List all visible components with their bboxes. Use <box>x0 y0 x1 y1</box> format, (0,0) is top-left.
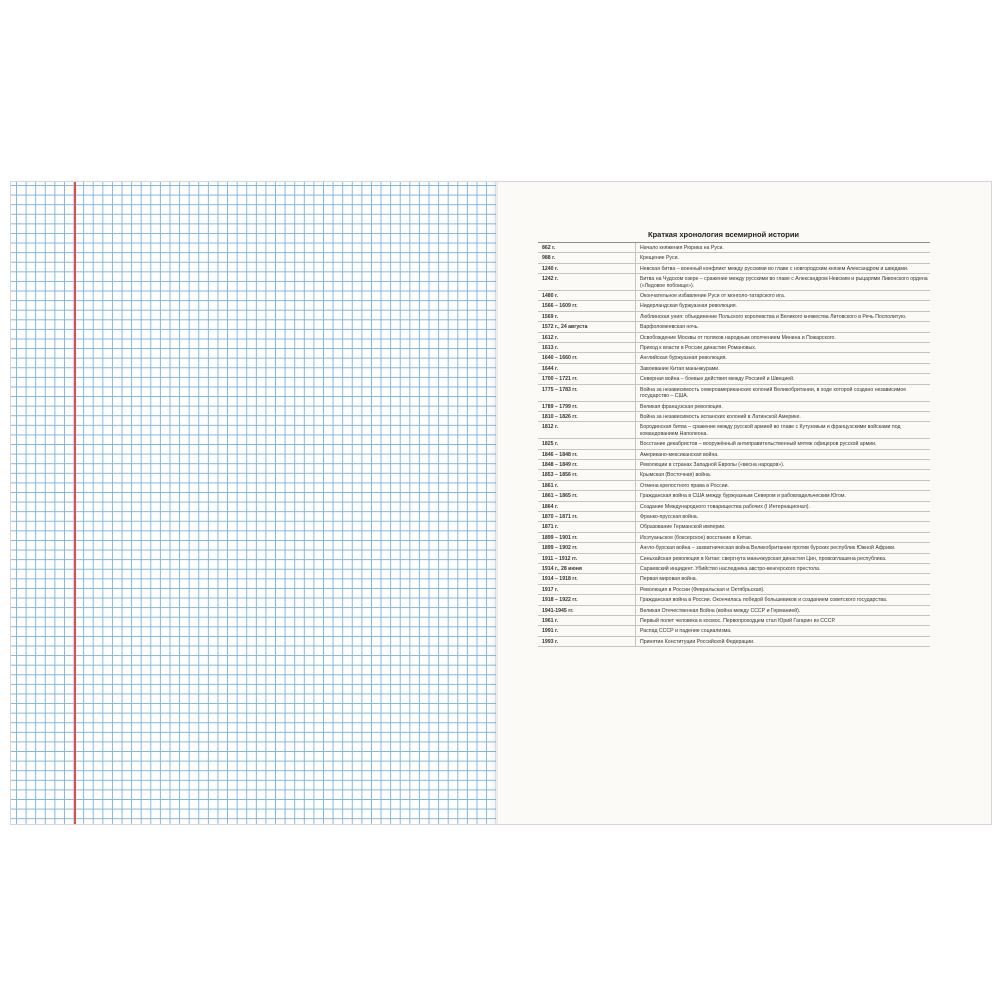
table-row <box>538 522 930 532</box>
row-date: 1861 г. <box>538 481 636 490</box>
table-row <box>538 616 930 626</box>
table-row <box>538 460 930 470</box>
table-row <box>538 385 930 402</box>
chronology-title: Краткая хронология всемирной истории <box>648 230 800 239</box>
row-date: 1644 г. <box>538 364 636 373</box>
row-date: 1242 г. <box>538 274 636 290</box>
row-date: 1899 – 1902 гг. <box>538 543 636 552</box>
row-event: Гражданская война в России. Окончилась победой большевиков и созданием советского государства. <box>640 597 888 604</box>
table-row <box>538 595 930 605</box>
row-date: 1812 г. <box>538 422 636 438</box>
table-row <box>538 422 930 439</box>
row-event: Революции в странах Западной Европы («весна народов»). <box>640 461 785 468</box>
row-date: 1846 – 1848 гг. <box>538 450 636 459</box>
row-date: 1566 – 1609 гг. <box>538 301 636 310</box>
row-date: 1864 г. <box>538 502 636 511</box>
table-row <box>538 585 930 595</box>
row-event: Завоевание Китая маньчжурами. <box>640 365 720 372</box>
row-date: 1993 г. <box>538 637 636 646</box>
row-event: Американо-мексиканская война. <box>640 451 719 458</box>
row-event: Битва на Чудском озере – сражение между русскими во главе с Александром Невским и рыцарями Ливонского ордена («Ледовое побоище»). <box>640 276 928 289</box>
row-event: Варфоломеевская ночь. <box>640 324 699 331</box>
table-row <box>538 243 930 253</box>
row-event: Сараевский инцидент. Убийство наследника австро-венгерского престола. <box>640 566 821 572</box>
row-event: Синьхайская революция в Китае: свергнута маньчжурская династия Цин, провозглашена республика. <box>640 555 887 562</box>
row-event: Распад СССР и падение социализма. <box>640 628 732 635</box>
row-event: Невская битва – военный конфликт между русскими во главе с новгородским князем Александром и шведами. <box>640 265 909 272</box>
table-row <box>538 450 930 460</box>
table-row <box>538 439 930 449</box>
row-date: 1640 – 1660 гг. <box>538 353 636 362</box>
row-event: Освобождение Москвы от поляков народным ополчением Минина и Пожарского. <box>640 334 836 341</box>
row-event: Война за независимость испанских колоний в Латинской Америке. <box>640 413 801 420</box>
row-date: 1825 г. <box>538 439 636 448</box>
table-row <box>538 502 930 512</box>
row-date: 1480 г. <box>538 291 636 300</box>
table-row <box>538 412 930 422</box>
row-date: 1991 г. <box>538 626 636 635</box>
red-margin-line <box>74 182 76 824</box>
row-event: Великая французская революция. <box>640 403 723 410</box>
row-date: 1870 – 1871 гг. <box>538 512 636 521</box>
table-row <box>538 402 930 412</box>
table-row <box>538 626 930 636</box>
table-row <box>538 301 930 311</box>
row-event: Образование Германской империи. <box>640 524 726 531</box>
row-date: 1810 – 1826 гг. <box>538 412 636 421</box>
row-event: Крымская (Восточная) война. <box>640 472 712 479</box>
row-date: 1941-1945 гг. <box>538 606 636 615</box>
row-date: 1911 – 1912 гг. <box>538 554 636 563</box>
table-row <box>538 312 930 322</box>
row-event: Война за независимость североамериканских колоний Великобритании, в ходе которой создано независимое государство – США. <box>640 386 907 400</box>
table-row <box>538 606 930 616</box>
row-date: 1240 г. <box>538 264 636 273</box>
table-row <box>538 374 930 384</box>
table-row <box>538 253 930 263</box>
table-row <box>538 491 930 501</box>
row-date: 862 г. <box>538 243 636 252</box>
row-event: Нидерландская буржуазная революция. <box>640 303 738 310</box>
row-event: Великая Отечественная Война (война между СССР и Германией). <box>640 607 801 614</box>
table-row <box>538 564 930 574</box>
row-date: 1853 – 1856 гг. <box>538 470 636 479</box>
row-event: Создание Международного товарищества рабочих (I Интернационал). <box>640 503 810 510</box>
row-event: Франко-прусская война. <box>640 513 699 520</box>
row-event: Ихэтуаньское (боксерское) восстание в Китае. <box>640 534 753 541</box>
table-row <box>538 333 930 343</box>
row-date: 1789 – 1799 гг. <box>538 402 636 411</box>
row-event: Отмена крепостного права в России. <box>640 482 729 489</box>
row-date: 1914 г., 28 июня <box>538 564 636 573</box>
table-row <box>538 512 930 522</box>
table-row <box>538 481 930 491</box>
row-event: Революция в России (Февральская и Октябрьская). <box>640 586 765 593</box>
row-date: 1961 г. <box>538 616 636 625</box>
table-row <box>538 322 930 332</box>
table-row <box>538 470 930 480</box>
row-date: 1914 – 1918 гг. <box>538 574 636 583</box>
row-date: 1918 – 1922 гг. <box>538 595 636 604</box>
table-row <box>538 543 930 553</box>
table-row <box>538 637 930 647</box>
table-row <box>538 264 930 274</box>
row-event: Северная война – боевые действия между Россией и Швецией. <box>640 376 795 383</box>
notebook-spread <box>10 181 992 825</box>
graph-paper-page <box>11 182 496 824</box>
row-date: 1612 г. <box>538 333 636 342</box>
row-date: 1917 г. <box>538 585 636 594</box>
chronology-page <box>498 182 991 824</box>
table-row <box>538 343 930 353</box>
row-event: Восстание декабристов – вооружённый антиправительственный мятеж офицеров русской армии. <box>640 441 877 448</box>
row-event: Англо-бурская война – захватническая война Великобритании против бурских республик Южной Африки. <box>640 545 896 552</box>
row-date: 1569 г. <box>538 312 636 321</box>
chronology-table <box>538 242 930 647</box>
row-event: Крещение Руси. <box>640 255 679 262</box>
row-date: 1861 – 1865 гг. <box>538 491 636 500</box>
row-date: 1613 г. <box>538 343 636 352</box>
row-date: 1775 – 1783 гг. <box>538 385 636 401</box>
table-row <box>538 291 930 301</box>
row-date: 1899 – 1901 гг. <box>538 533 636 542</box>
row-event: Приход к власти в России династии Романовых. <box>640 345 757 352</box>
row-event: Английская буржуазная революция. <box>640 355 727 362</box>
row-date: 1848 – 1849 гг. <box>538 460 636 469</box>
row-event: Принятие Конституции Российской Федерации. <box>640 638 755 645</box>
table-row <box>538 274 930 291</box>
table-row <box>538 353 930 363</box>
row-date: 988 г. <box>538 253 636 262</box>
row-date: 1572 г., 24 августа <box>538 322 636 331</box>
row-event: Первый полет человека в космос. Первопроходцем стал Юрий Гагарин из СССР. <box>640 618 836 625</box>
row-event: Окончательное избавление Руси от монголо-татарского ига. <box>640 293 786 300</box>
row-event: Бородинская битва – сражение между русской армией во главе с Кутузовым и французскими войсками под командованием Наполеона. <box>640 424 901 437</box>
table-row <box>538 533 930 543</box>
row-event: Люблинская уния: объединение Польского королевства и Великого княжества Литовского в Речь Посполитую. <box>640 313 907 320</box>
table-row <box>538 574 930 584</box>
table-row <box>538 364 930 374</box>
row-event: Гражданская война в США между буржуазным Севером и рабовладельческим Югом. <box>640 493 846 500</box>
row-date: 1871 г. <box>538 522 636 531</box>
row-date: 1700 – 1721 гг. <box>538 374 636 383</box>
table-row <box>538 554 930 564</box>
row-event: Начало княжения Рюрика на Руси. <box>640 245 724 251</box>
row-event: Первая мировая война. <box>640 576 698 583</box>
